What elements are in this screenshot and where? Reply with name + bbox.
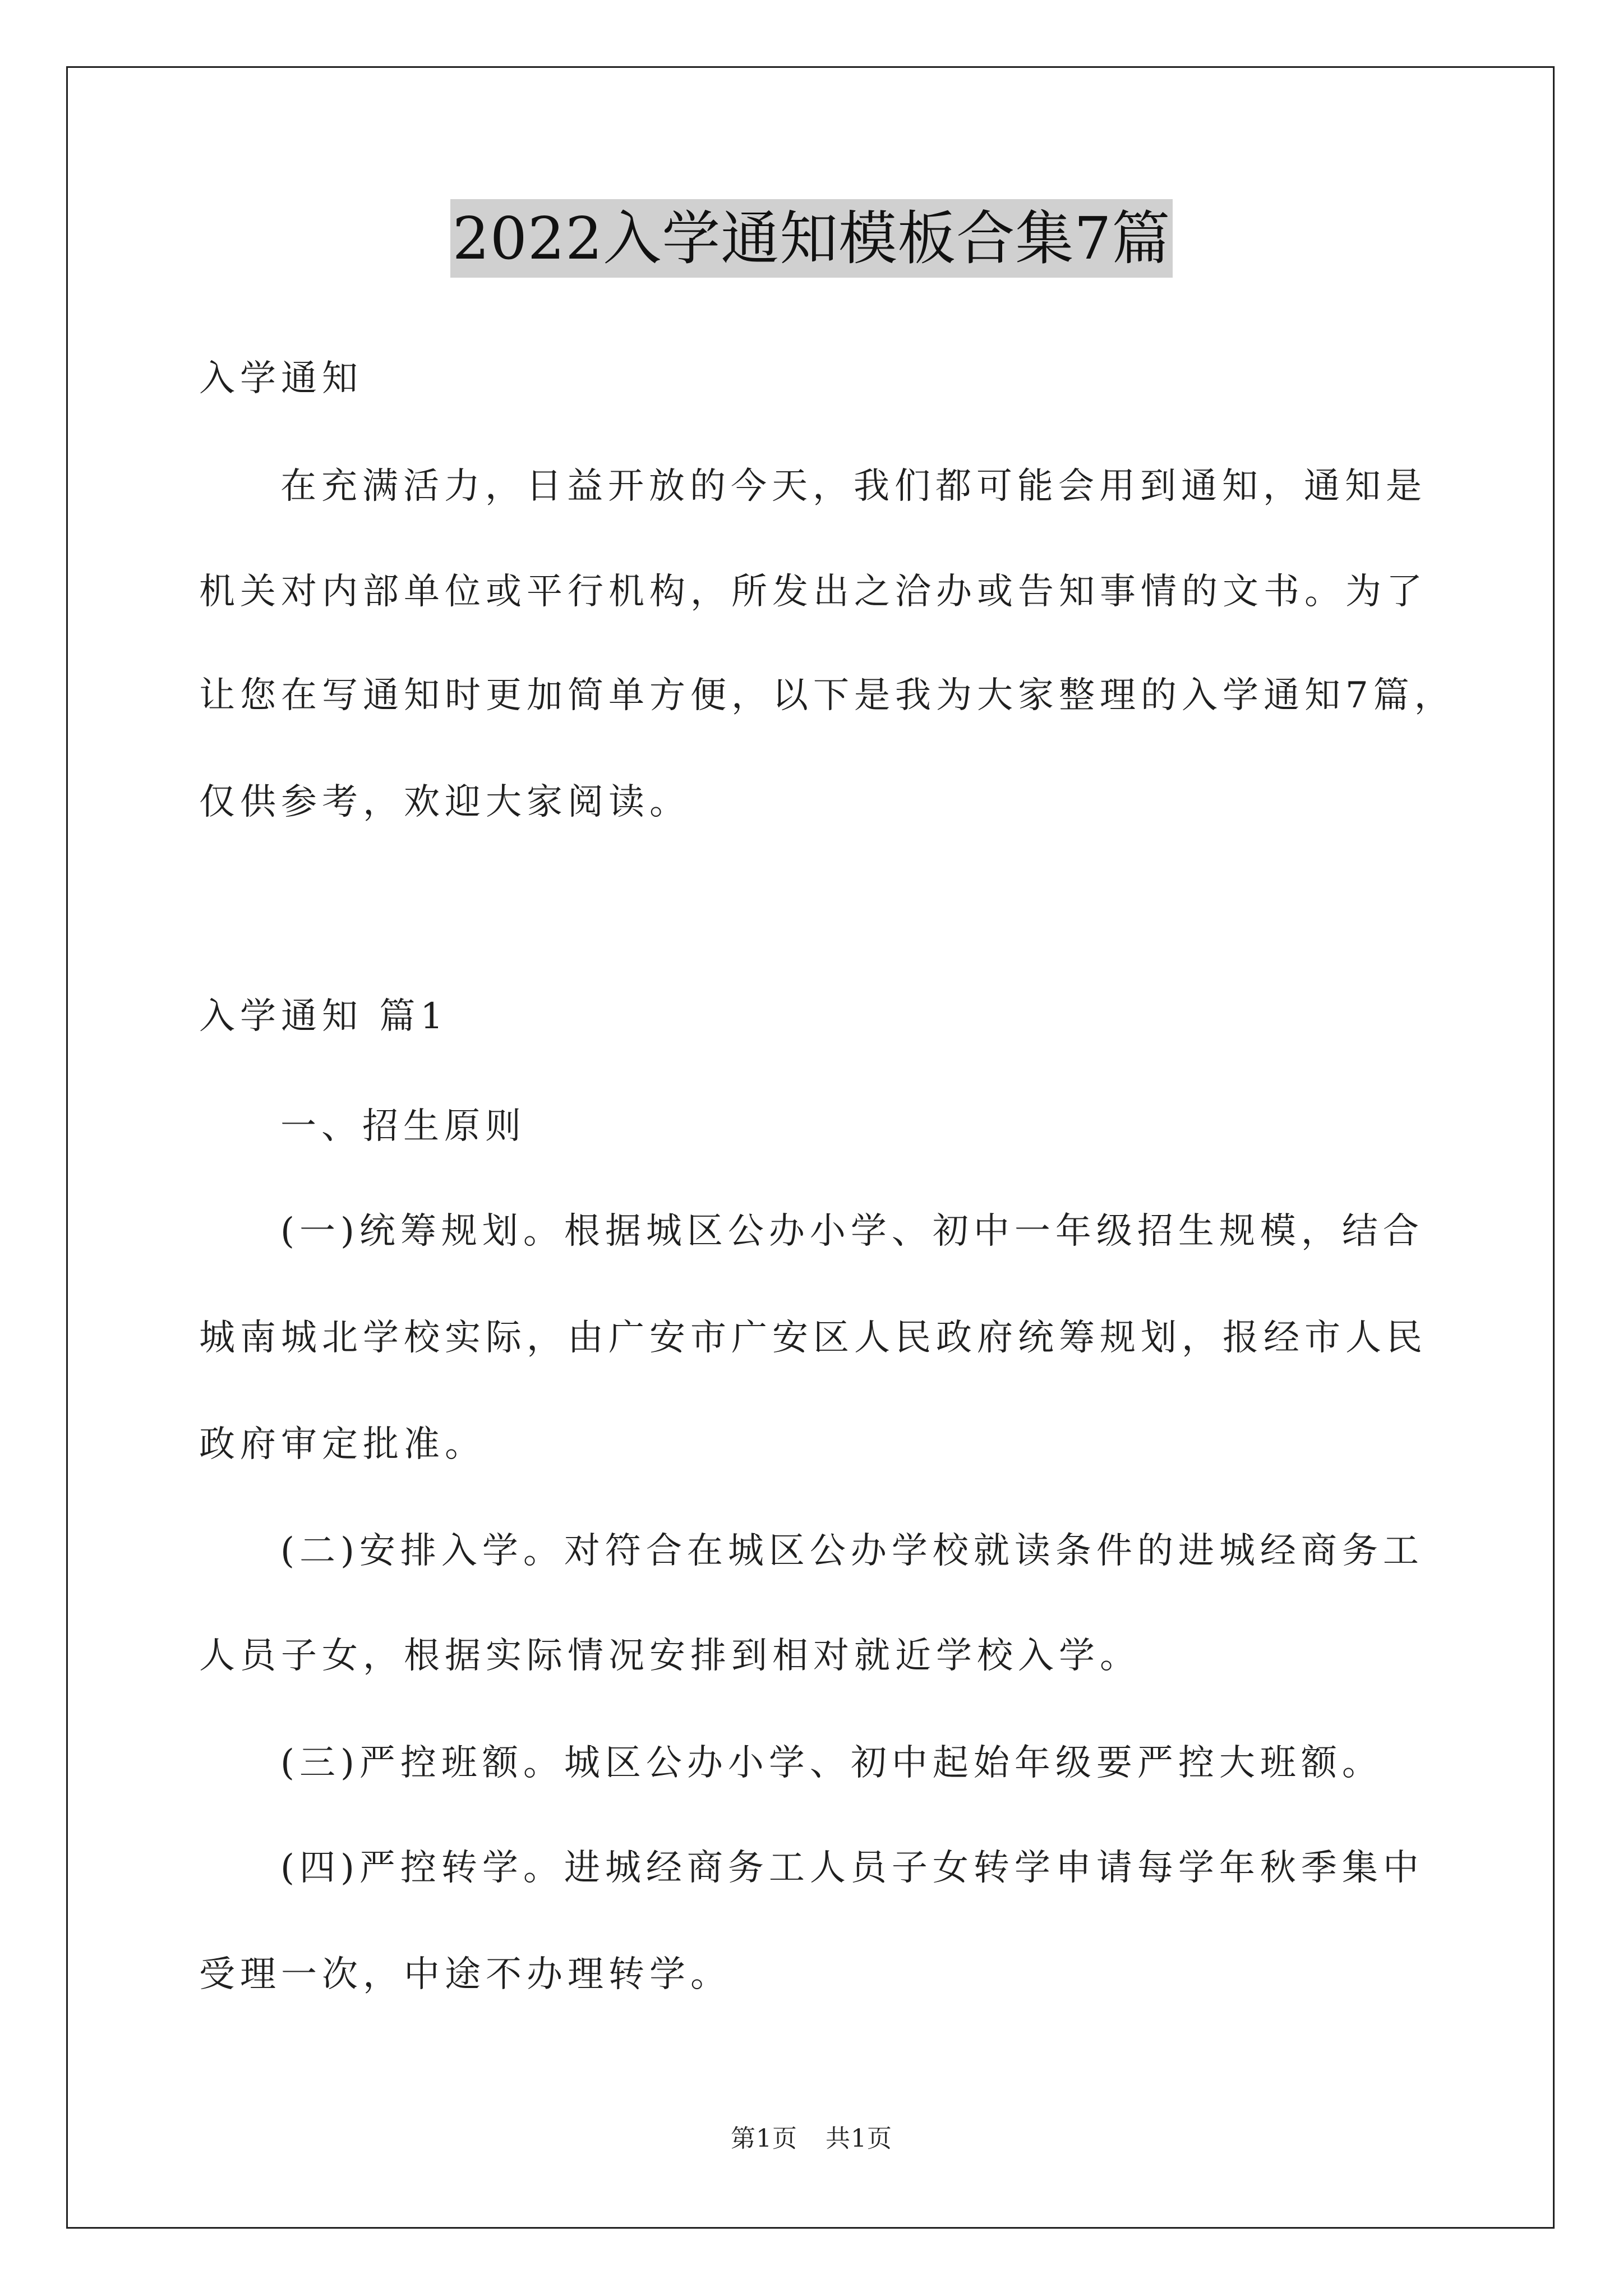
heading: 入学通知 xyxy=(199,358,363,399)
paragraph-line: 政府审定批准。 xyxy=(199,1424,486,1465)
page-number: 第1页 xyxy=(731,2124,797,2153)
paragraph-line: 受理一次，中途不办理转学。 xyxy=(199,1954,731,1995)
intro-line: 仅供参考，欢迎大家阅读。 xyxy=(199,781,690,823)
paragraph-line: 人员子女，根据实际情况安排到相对就近学校入学。 xyxy=(199,1635,1141,1677)
page-footer xyxy=(0,2123,1623,2155)
paragraph-line: (四)严控转学。进城经商务工人员子女转学申请每学年秋季集中 xyxy=(280,1847,1424,1889)
title-container xyxy=(0,199,1623,278)
paragraph-line: (二)安排入学。对符合在城区公办学校就读条件的进城经商务工 xyxy=(280,1530,1424,1572)
document-title: 2022入学通知模板合集7篇 xyxy=(450,199,1173,278)
paragraph-line: (一)统筹规划。根据城区公办小学、初中一年级招生规模，结合 xyxy=(280,1211,1424,1252)
page-total: 共1页 xyxy=(826,2124,892,2153)
paragraph-line: (三)严控班额。城区公办小学、初中起始年级要严控大班额。 xyxy=(280,1742,1383,1784)
subheading: 一、招生原则 xyxy=(280,1106,526,1147)
section-heading: 入学通知 篇1 xyxy=(199,996,449,1037)
paragraph-line: 城南城北学校实际，由广安市广安区人民政府统筹规划，报经市人民 xyxy=(199,1317,1427,1359)
intro-line: 在充满活力，日益开放的今天，我们都可能会用到通知，通知是 xyxy=(280,466,1427,507)
intro-line: 让您在写通知时更加简单方便，以下是我为大家整理的入学通知7篇， xyxy=(199,675,1455,716)
intro-line: 机关对内部单位或平行机构，所发出之洽办或告知事情的文书。为了 xyxy=(199,571,1427,613)
